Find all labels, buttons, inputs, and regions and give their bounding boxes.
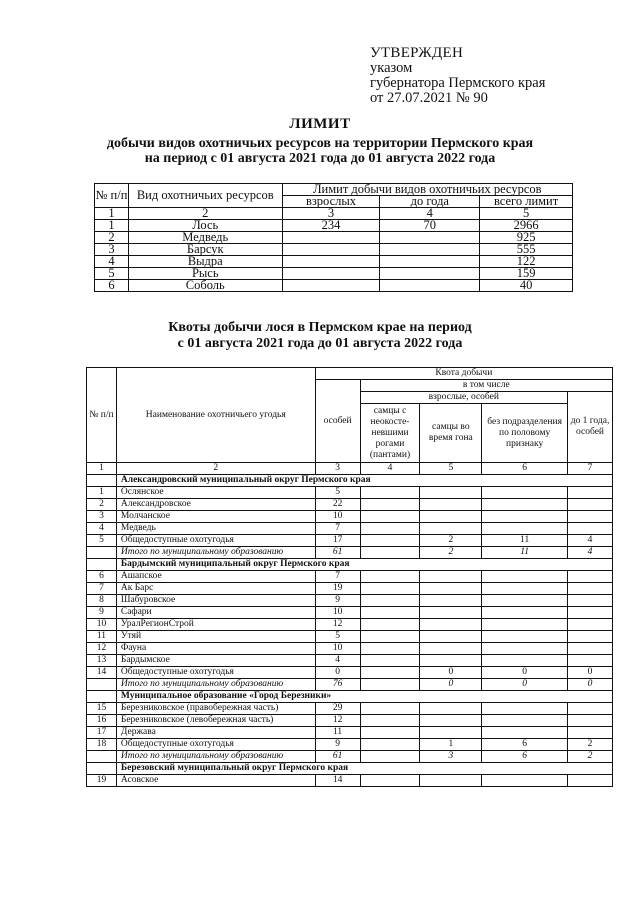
row-num: 15 — [87, 703, 117, 715]
young — [568, 511, 613, 523]
row-num: 2 — [87, 499, 117, 511]
table-row — [87, 535, 613, 547]
limit-young — [380, 268, 480, 280]
species-name: Лось — [128, 220, 282, 232]
limit-header-num: № п/п — [95, 184, 129, 208]
colnum-cell: 5 — [480, 208, 573, 220]
quota-count: 10 — [315, 511, 360, 523]
young — [568, 523, 613, 535]
males-rut — [420, 703, 482, 715]
hunting-ground-name: Шабуровское — [116, 595, 315, 607]
table-row — [87, 715, 613, 727]
quota-count: 5 — [315, 487, 360, 499]
limit-young — [380, 280, 480, 292]
limit-subtitle-line: на период с 01 августа 2021 года до 01 августа 2022 года — [144, 151, 496, 166]
limit-adult — [282, 256, 380, 268]
row-num: 16 — [87, 715, 117, 727]
colnum-cell: 4 — [380, 208, 480, 220]
table-row — [87, 619, 613, 631]
table-row — [87, 571, 613, 583]
no-sex-division — [482, 487, 568, 499]
males-rut — [420, 595, 482, 607]
colnum-cell: 1 — [87, 463, 117, 475]
limit-adult — [282, 232, 380, 244]
limit-young — [380, 256, 480, 268]
limit-total: 122 — [480, 256, 573, 268]
limit-row — [95, 256, 573, 268]
section-title: Муниципальное образование «Город Березники» — [116, 691, 612, 703]
young — [568, 655, 613, 667]
no-sex-division: 6 — [482, 751, 568, 763]
section-title: Березовский муниципальный округ Пермского края — [116, 763, 612, 775]
quota-count: 10 — [315, 643, 360, 655]
table-row — [87, 703, 613, 715]
section-row — [87, 763, 613, 775]
hunting-ground-name: Березниковское (правобережная часть) — [116, 703, 315, 715]
approval-stamp — [370, 46, 545, 106]
limit-row — [95, 220, 573, 232]
table-row — [87, 607, 613, 619]
row-num: 12 — [87, 643, 117, 655]
limit-adult: 234 — [282, 220, 380, 232]
row-num: 18 — [87, 739, 117, 751]
hunting-ground-name: Ак Барс — [116, 583, 315, 595]
young: 2 — [568, 739, 613, 751]
limit-header-young: до года — [380, 196, 480, 208]
quota-count: 76 — [315, 679, 360, 691]
table-row — [87, 643, 613, 655]
quota-count: 4 — [315, 655, 360, 667]
colnum-cell: 5 — [420, 463, 482, 475]
quota-header-name: Наименование охотничьего угодья — [116, 368, 315, 463]
total-label: Итого по муниципальному образованию — [116, 547, 315, 559]
males-antlers — [360, 487, 420, 499]
quota-count: 11 — [315, 727, 360, 739]
quota-count: 29 — [315, 703, 360, 715]
limit-adult — [282, 280, 380, 292]
quota-count: 10 — [315, 607, 360, 619]
males-antlers — [360, 571, 420, 583]
row-num: 3 — [95, 244, 129, 256]
row-num: 19 — [87, 775, 117, 787]
hunting-ground-name: Общедоступные охотугодья — [116, 739, 315, 751]
section-spacer — [87, 691, 117, 703]
row-num: 6 — [95, 280, 129, 292]
quota-count: 5 — [315, 631, 360, 643]
males-antlers — [360, 775, 420, 787]
quota-count: 61 — [315, 547, 360, 559]
quota-colnum-row — [87, 463, 613, 475]
section-spacer — [87, 763, 117, 775]
quota-header-num: № п/п — [87, 368, 117, 463]
quota-count: 22 — [315, 499, 360, 511]
table-row — [87, 655, 613, 667]
males-rut — [420, 619, 482, 631]
no-sex-division — [482, 499, 568, 511]
hunting-ground-name: Александровское — [116, 499, 315, 511]
row-num: 7 — [87, 583, 117, 595]
quota-count: 9 — [315, 739, 360, 751]
quota-header-incl: в том числе — [360, 380, 612, 392]
species-name: Барсук — [128, 244, 282, 256]
quota-count: 14 — [315, 775, 360, 787]
males-antlers — [360, 739, 420, 751]
young — [568, 619, 613, 631]
males-rut — [420, 655, 482, 667]
hunting-ground-name: Асовское — [116, 775, 315, 787]
colnum-cell: 3 — [315, 463, 360, 475]
table-row — [87, 583, 613, 595]
limit-adult — [282, 244, 380, 256]
total-label: Итого по муниципальному образованию — [116, 751, 315, 763]
colnum-cell: 3 — [282, 208, 380, 220]
males-rut: 0 — [420, 667, 482, 679]
quota-count: 12 — [315, 715, 360, 727]
table-row — [87, 631, 613, 643]
section-title: Бардымский муниципальный округ Пермского края — [116, 559, 612, 571]
males-rut — [420, 727, 482, 739]
males-rut — [420, 607, 482, 619]
no-sex-division — [482, 595, 568, 607]
species-name: Выдра — [128, 256, 282, 268]
males-antlers — [360, 619, 420, 631]
total-spacer — [87, 547, 117, 559]
row-num: 10 — [87, 619, 117, 631]
row-num: 17 — [87, 727, 117, 739]
limit-total: 925 — [480, 232, 573, 244]
species-name: Соболь — [128, 280, 282, 292]
colnum-cell: 7 — [568, 463, 613, 475]
males-rut — [420, 631, 482, 643]
limit-subtitle-line: добычи видов охотничьих ресурсов на территории Пермского края — [106, 136, 534, 151]
no-sex-division — [482, 583, 568, 595]
limit-subtitle — [0, 136, 640, 166]
row-num: 1 — [87, 487, 117, 499]
males-antlers — [360, 667, 420, 679]
quota-header-adults: взрослые, особей — [360, 392, 567, 404]
hunting-ground-name: Фауна — [116, 643, 315, 655]
colnum-cell: 1 — [95, 208, 129, 220]
no-sex-division — [482, 643, 568, 655]
table-row — [87, 511, 613, 523]
limit-row — [95, 232, 573, 244]
no-sex-division — [482, 571, 568, 583]
males-antlers — [360, 535, 420, 547]
quota-header-quota: Квота добычи — [315, 368, 612, 380]
total-spacer — [87, 751, 117, 763]
limit-row — [95, 268, 573, 280]
hunting-ground-name: Общедоступные охотугодья — [116, 535, 315, 547]
limit-table — [94, 183, 573, 292]
males-rut: 1 — [420, 739, 482, 751]
no-sex-division — [482, 703, 568, 715]
table-row — [87, 487, 613, 499]
row-num: 11 — [87, 631, 117, 643]
quota-header-males-antlers: самцы с неокосте-невшими рогами (пантами) — [360, 404, 420, 463]
quota-count: 19 — [315, 583, 360, 595]
young — [568, 571, 613, 583]
males-rut — [420, 523, 482, 535]
table-row — [87, 523, 613, 535]
young — [568, 583, 613, 595]
young: 4 — [568, 535, 613, 547]
quota-header-young: до 1 года, особей — [568, 392, 613, 463]
males-antlers — [360, 715, 420, 727]
males-antlers — [360, 547, 420, 559]
row-num: 5 — [95, 268, 129, 280]
males-antlers — [360, 499, 420, 511]
quota-title — [0, 320, 640, 352]
no-sex-division — [482, 511, 568, 523]
approval-line: от 27.07.2021 № 90 — [370, 90, 488, 106]
no-sex-division — [482, 727, 568, 739]
limit-title: ЛИМИТ — [289, 116, 351, 132]
males-antlers — [360, 511, 420, 523]
no-sex-division — [482, 715, 568, 727]
section-title: Александровский муниципальный округ Пермского края — [116, 475, 612, 487]
males-antlers — [360, 595, 420, 607]
no-sex-division: 0 — [482, 679, 568, 691]
section-row — [87, 691, 613, 703]
no-sex-division — [482, 655, 568, 667]
hunting-ground-name: Держава — [116, 727, 315, 739]
table-row — [87, 499, 613, 511]
males-rut: 2 — [420, 535, 482, 547]
males-rut — [420, 487, 482, 499]
table-row — [87, 595, 613, 607]
quota-header-males-rut: самцы во время гона — [420, 404, 482, 463]
young — [568, 703, 613, 715]
total-row — [87, 679, 613, 691]
table-row — [87, 727, 613, 739]
quota-count: 12 — [315, 619, 360, 631]
row-num: 4 — [95, 256, 129, 268]
young: 2 — [568, 751, 613, 763]
limit-total: 159 — [480, 268, 573, 280]
quota-title-line: Квоты добычи лося в Пермском крае на период — [168, 320, 472, 335]
quota-header-count: особей — [315, 380, 360, 463]
total-row — [87, 751, 613, 763]
young — [568, 607, 613, 619]
young — [568, 499, 613, 511]
table-row — [87, 775, 613, 787]
row-num: 14 — [87, 667, 117, 679]
colnum-cell: 2 — [116, 463, 315, 475]
section-row — [87, 559, 613, 571]
quota-count: 7 — [315, 571, 360, 583]
no-sex-division: 11 — [482, 547, 568, 559]
colnum-cell: 4 — [360, 463, 420, 475]
males-antlers — [360, 583, 420, 595]
species-name: Медведь — [128, 232, 282, 244]
quota-count: 9 — [315, 595, 360, 607]
no-sex-division — [482, 775, 568, 787]
males-antlers — [360, 523, 420, 535]
hunting-ground-name: Ослянское — [116, 487, 315, 499]
males-antlers — [360, 643, 420, 655]
limit-total: 40 — [480, 280, 573, 292]
hunting-ground-name: Ашапское — [116, 571, 315, 583]
quota-title-line: с 01 августа 2021 года до 01 августа 2022 года — [177, 336, 463, 351]
no-sex-division: 11 — [482, 535, 568, 547]
young: 0 — [568, 679, 613, 691]
table-row — [87, 667, 613, 679]
limit-total: 555 — [480, 244, 573, 256]
young — [568, 715, 613, 727]
males-rut: 3 — [420, 751, 482, 763]
young — [568, 631, 613, 643]
males-rut: 0 — [420, 679, 482, 691]
limit-young — [380, 232, 480, 244]
row-num: 13 — [87, 655, 117, 667]
males-rut — [420, 571, 482, 583]
limit-header-adult: взрослых — [282, 196, 380, 208]
hunting-ground-name: Бардымское — [116, 655, 315, 667]
no-sex-division — [482, 607, 568, 619]
limit-adult — [282, 268, 380, 280]
males-antlers — [360, 751, 420, 763]
total-label: Итого по муниципальному образованию — [116, 679, 315, 691]
hunting-ground-name: Общедоступные охотугодья — [116, 667, 315, 679]
males-antlers — [360, 727, 420, 739]
hunting-ground-name: Молчанское — [116, 511, 315, 523]
males-rut — [420, 775, 482, 787]
males-rut — [420, 583, 482, 595]
young: 4 — [568, 547, 613, 559]
section-row — [87, 475, 613, 487]
colnum-cell: 2 — [128, 208, 282, 220]
approval-title: УТВЕРЖДЕН — [370, 45, 464, 61]
quota-header-nosex: без подразделения по половому признаку — [482, 404, 568, 463]
males-rut — [420, 715, 482, 727]
quota-count: 0 — [315, 667, 360, 679]
colnum-cell: 6 — [482, 463, 568, 475]
total-row — [87, 547, 613, 559]
limit-header-species: Вид охотничьих ресурсов — [128, 184, 282, 208]
row-num: 4 — [87, 523, 117, 535]
no-sex-division: 0 — [482, 667, 568, 679]
hunting-ground-name: Березниковское (левобережная часть) — [116, 715, 315, 727]
approval-line: указом — [370, 60, 413, 76]
limit-young — [380, 244, 480, 256]
hunting-ground-name: Утяй — [116, 631, 315, 643]
section-spacer — [87, 475, 117, 487]
limit-total: 2966 — [480, 220, 573, 232]
limit-row — [95, 280, 573, 292]
no-sex-division — [482, 619, 568, 631]
quota-count: 17 — [315, 535, 360, 547]
males-antlers — [360, 655, 420, 667]
section-spacer — [87, 559, 117, 571]
row-num: 2 — [95, 232, 129, 244]
males-rut: 2 — [420, 547, 482, 559]
males-antlers — [360, 679, 420, 691]
row-num: 9 — [87, 607, 117, 619]
row-num: 5 — [87, 535, 117, 547]
table-row — [87, 739, 613, 751]
limit-header-total: всего лимит — [480, 196, 573, 208]
total-spacer — [87, 679, 117, 691]
hunting-ground-name: Сафари — [116, 607, 315, 619]
row-num: 8 — [87, 595, 117, 607]
limit-young: 70 — [380, 220, 480, 232]
males-antlers — [360, 631, 420, 643]
no-sex-division — [482, 523, 568, 535]
young — [568, 595, 613, 607]
young — [568, 643, 613, 655]
hunting-ground-name: УралРегионСтрой — [116, 619, 315, 631]
no-sex-division: 6 — [482, 739, 568, 751]
quota-count: 7 — [315, 523, 360, 535]
hunting-ground-name: Медведь — [116, 523, 315, 535]
no-sex-division — [482, 631, 568, 643]
young: 0 — [568, 667, 613, 679]
males-rut — [420, 499, 482, 511]
row-num: 3 — [87, 511, 117, 523]
males-antlers — [360, 607, 420, 619]
males-rut — [420, 643, 482, 655]
quota-table — [86, 367, 613, 787]
males-rut — [420, 511, 482, 523]
quota-count: 61 — [315, 751, 360, 763]
young — [568, 487, 613, 499]
young — [568, 775, 613, 787]
approval-line: губернатора Пермского края — [370, 75, 546, 91]
limit-row — [95, 244, 573, 256]
young — [568, 727, 613, 739]
limit-header-limit: Лимит добычи видов охотничьих ресурсов — [282, 184, 572, 196]
species-name: Рысь — [128, 268, 282, 280]
males-antlers — [360, 703, 420, 715]
row-num: 1 — [95, 220, 129, 232]
row-num: 6 — [87, 571, 117, 583]
